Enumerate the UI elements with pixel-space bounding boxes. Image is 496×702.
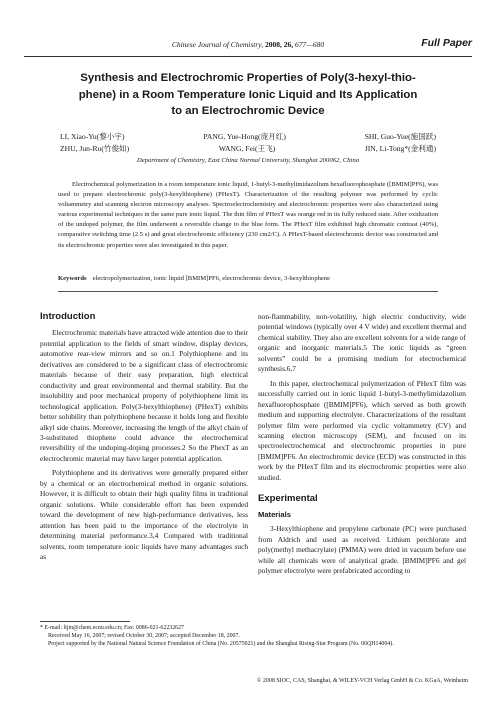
author: PANG, Yue-Hong(庞月红): [203, 132, 286, 141]
left-column: [40, 312, 248, 562]
author: SHI, Guo-Yue(施国跃): [364, 132, 436, 141]
journal-name: Chinese Journal of Chemistry,: [171, 40, 264, 49]
abstract-rule: [58, 291, 438, 292]
keywords-label: Keywords: [58, 275, 87, 282]
title-line: phene) in a Room Temperature Ionic Liquid and Its Application: [78, 88, 418, 101]
footnotes: [40, 624, 480, 648]
author-list: [60, 131, 436, 154]
author: LI, Xiao-Yu(黎小宇): [60, 132, 125, 141]
footnote: Project supported by the National Natural Science Foundation of China (No. 20575021) and the Shanghai Rising-Star Program (No. 06QH14004).: [48, 641, 394, 648]
footnote-rule: [40, 621, 130, 622]
author: ZHU, Jun-Ru(竹俊如): [60, 143, 130, 153]
author-row: [60, 143, 436, 155]
author-row: [60, 131, 436, 143]
right-column: [258, 312, 466, 576]
author: JIN, Li-Tong*(金利通): [364, 143, 436, 153]
paragraph: Polythiophene and its derivatives were generally prepared either by a chemical or an electrochemical method in organic solutions. However, it is difficult to obtain their high quality films in traditional organic solutions. While considerable effort has been expended toward the development of new high-performance derivatives, less attention has been paid to the importance of the electrolyte in determining material performance.3,4 Compared with traditional solvents, room temperature ionic liquids have many advantages such as: [40, 468, 248, 561]
experimental-heading: Experimental: [258, 493, 318, 505]
title-line: Synthesis and Electrochromic Properties of Poly(3-hexyl-thio-: [80, 72, 416, 84]
paper-title: [40, 70, 456, 120]
paragraph: In this paper, electrochemical polymerization of PHexT film was successfully carried out in ionic liquid 1-butyl-3-methylimidazolium hexafluorophosphate ([BMIM]PF6), which served as both growth medium and supporting electrolyte. Characterizations of the resultant polymer film were performed via cyclic voltammetry (CV) and scanning electron microscopy (SEM), and focused on its spectroelectrochemical and electrochromic properties in pure [BMIM]PF6. An electrochromic device (ECD) was constructed in this work by the PHexT film and its electrochromic properties were also studied.: [258, 378, 466, 482]
paragraph: Electrochromic materials have attracted wide attention due to their potential application to the fields of smart window, display devices, automotive rear-view mirrors and so on.1 Polythiophene and its derivatives are considered to be a significant class of electrochromic materials because of their easy preparation, high electrical conductivity and great environmental and thermal stability. But the insolubility and poor mechanical property of polythiophene limit its technological application. Poly(3-hexylthiophene) (PHexT) exhibits better solubility than polythiophene because it holds long and flexible alkyl side chains. Moreover, increasing the length of the alkyl chain of 3-substituted thiophene could advance the electrochemical reversibility of the undoping-doping processes.2 So the PhexT as an electrochromic material may have larger potential application.: [40, 328, 248, 463]
copyright: © 2008 SIOC, CAS, Shanghai, & WILEY-VCH Verlag GmbH & Co. KGaA, Weinheim: [256, 678, 468, 684]
footnote: * E-mail: ltjin@chem.ecnu.edu.cn; Fax: 0086-021-62232627: [40, 625, 184, 631]
section-label: Full Paper: [421, 37, 472, 49]
introduction-heading: Introduction: [40, 311, 96, 322]
footnote: Received May 16, 2007; revised October 30, 2007; accepted December 18, 2007.: [48, 633, 240, 640]
journal-year-volume: 2008, 26,: [264, 40, 294, 49]
author: WANG, Fei(王飞): [218, 143, 276, 153]
abstract: Electrochemical polymerization in a room temperature ionic liquid, 1-butyl-3-methylimidazolium hexafluorophosphate ([BMIM]PF6), was used to prepare electrochromic poly(3-hexylthiophene) (PHexT). Characterization of the resulting polymer was performed by cyclic voltammetry and scanning electron microscopy analyses. Spectroelectrochemistry and electrochromic properties were also characterized using various experimental techniques in the same pure ionic liquid. The thin film of PHexT was orange red in its fully reduced state. After oxidization of the undoped polymer, the film underwent a reversible change to the blue form. The PHexT film exhibited high chromatic contrast (40%), comparative switching time (2.5 s) and great electrochromic efficiency (230 cm2/C). A PHexT-based electrochromic device was constructed and its electrochromic properties were also investigated in this paper.: [58, 181, 438, 249]
title-line: to an Electrochromic Device: [171, 105, 325, 117]
paragraph: non-flammability, non-volatility, high electric conductivity, wide potential windows (typically over 4 V wide) and excellent thermal and chemical stability. They also are excellent solvents for a wide range of organic and inorganic materials.5 The ionic liquids as “green solvents” could be a promising medium for electrochemical synthesis.6,7: [258, 312, 466, 374]
header-rule: [24, 56, 472, 57]
affiliation: Department of Chemistry, East China Normal University, Shanghai 200062, China: [136, 157, 360, 164]
materials-subheading: Materials: [258, 509, 291, 519]
keywords: [58, 275, 438, 282]
paragraph: 3-Hexylthiophene and propylene carbonate (PC) were purchased from Aldrich and used as received. Lithium perchlorate and poly(methyl methacrylate) (PMMA) were dried in vacuum before use while all chemicals were of analytical grade. [BMIM]PF6 and gel polymer electrolyte were prefabricated according to: [258, 524, 466, 575]
journal-pages: 677—680: [294, 40, 325, 49]
keywords-text: electropolymerization, ionic liquid [BMIM]PF6, electrochromic device, 3-hexylthiophene: [92, 275, 331, 282]
